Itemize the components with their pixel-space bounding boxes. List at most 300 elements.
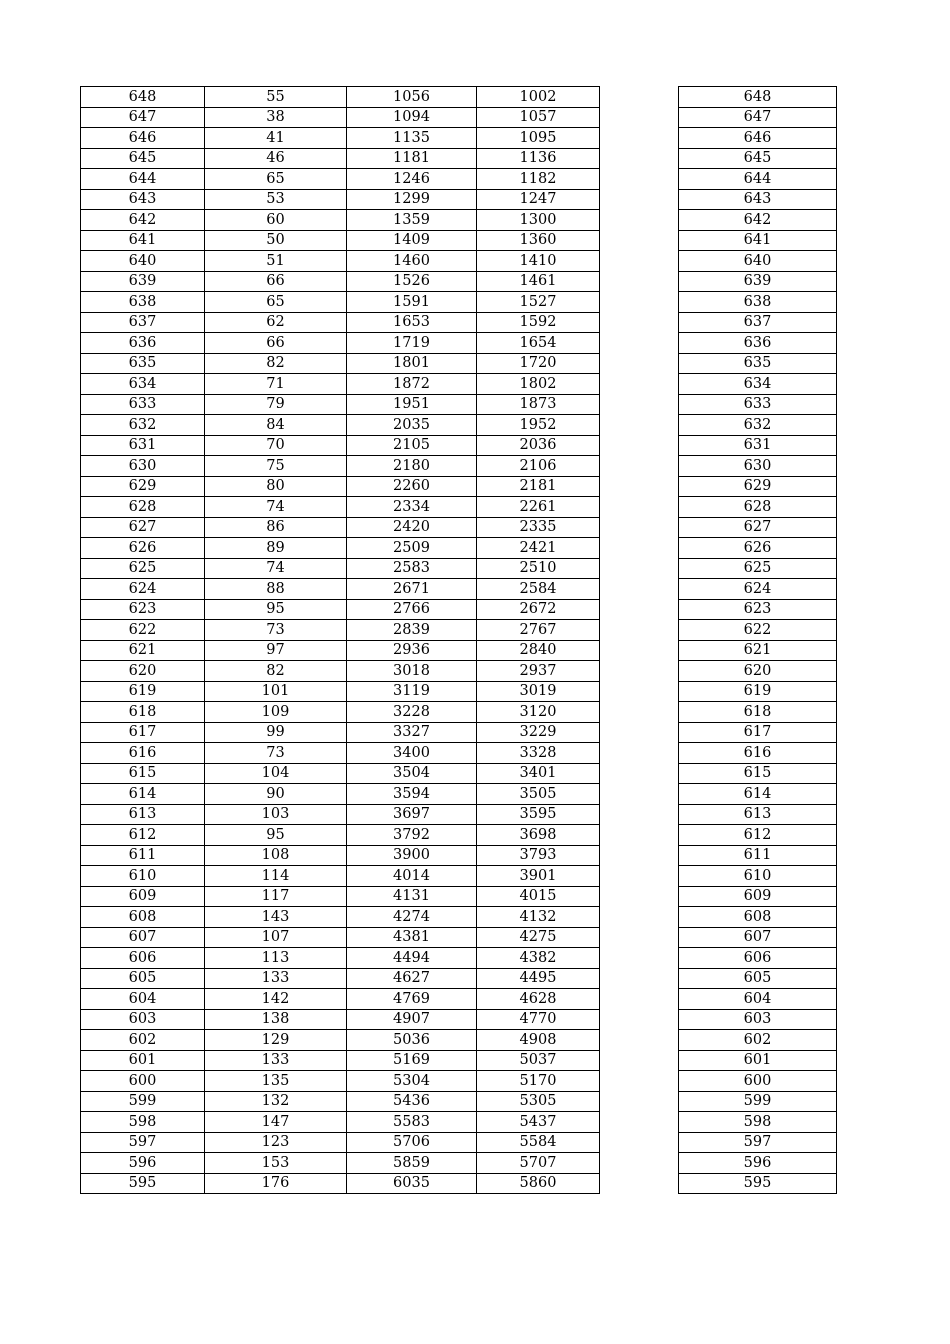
table-row (81, 1112, 600, 1133)
cumulative-cell: 2035 (347, 415, 477, 436)
score-cell: 610 (81, 866, 205, 887)
score-cell: 640 (679, 251, 837, 272)
rank-start-cell: 1360 (477, 230, 600, 251)
table-row (81, 681, 600, 702)
cumulative-cell: 5583 (347, 1112, 477, 1133)
score-cell: 625 (679, 558, 837, 579)
table-row (81, 968, 600, 989)
score-cell: 627 (679, 517, 837, 538)
count-cell: 95 (205, 599, 347, 620)
score-cell: 619 (81, 681, 205, 702)
table-row (81, 661, 600, 682)
table-row (81, 456, 600, 477)
rank-start-cell: 4382 (477, 948, 600, 969)
score-cell: 619 (679, 681, 837, 702)
rank-start-cell: 3793 (477, 845, 600, 866)
count-cell: 117 (205, 886, 347, 907)
cumulative-cell: 3119 (347, 681, 477, 702)
cumulative-cell: 3327 (347, 722, 477, 743)
score-cell: 640 (81, 251, 205, 272)
score-cell: 598 (81, 1112, 205, 1133)
table-row (679, 394, 837, 415)
rank-start-cell: 3595 (477, 804, 600, 825)
score-cell: 630 (81, 456, 205, 477)
cumulative-cell: 2105 (347, 435, 477, 456)
table-row (679, 169, 837, 190)
cumulative-cell: 5706 (347, 1132, 477, 1153)
cumulative-cell: 2671 (347, 579, 477, 600)
table-row (679, 1112, 837, 1133)
score-cell: 597 (81, 1132, 205, 1153)
table-row (81, 251, 600, 272)
rank-start-cell: 3120 (477, 702, 600, 723)
score-cell: 636 (679, 333, 837, 354)
score-cell: 622 (679, 620, 837, 641)
count-cell: 176 (205, 1173, 347, 1194)
score-cell: 617 (679, 722, 837, 743)
cumulative-cell: 2334 (347, 497, 477, 518)
score-cell: 604 (679, 989, 837, 1010)
table-row (679, 620, 837, 641)
score-cell: 607 (81, 927, 205, 948)
score-cell: 611 (679, 845, 837, 866)
score-cell: 608 (81, 907, 205, 928)
count-cell: 104 (205, 763, 347, 784)
score-cell: 612 (679, 825, 837, 846)
rank-start-cell: 3328 (477, 743, 600, 764)
rank-start-cell: 1300 (477, 210, 600, 231)
table-row (81, 579, 600, 600)
score-cell: 621 (679, 640, 837, 661)
cumulative-cell: 1719 (347, 333, 477, 354)
count-cell: 79 (205, 394, 347, 415)
score-cell: 600 (679, 1071, 837, 1092)
table-row (81, 743, 600, 764)
cumulative-cell: 2260 (347, 476, 477, 497)
count-cell: 74 (205, 497, 347, 518)
count-cell: 65 (205, 169, 347, 190)
table-row (679, 1030, 837, 1051)
count-cell: 138 (205, 1009, 347, 1030)
count-cell: 80 (205, 476, 347, 497)
score-cell: 642 (679, 210, 837, 231)
table-row (81, 907, 600, 928)
cumulative-cell: 1181 (347, 148, 477, 169)
score-cell: 633 (81, 394, 205, 415)
table-row (679, 333, 837, 354)
table-row (81, 435, 600, 456)
table-row (81, 415, 600, 436)
rank-start-cell: 1873 (477, 394, 600, 415)
score-cell: 638 (81, 292, 205, 313)
count-cell: 95 (205, 825, 347, 846)
count-cell: 135 (205, 1071, 347, 1092)
table-row (679, 312, 837, 333)
score-cell: 633 (679, 394, 837, 415)
score-cell: 600 (81, 1071, 205, 1092)
count-cell: 129 (205, 1030, 347, 1051)
table-row (81, 1153, 600, 1174)
table-row (81, 538, 600, 559)
score-cell: 596 (81, 1153, 205, 1174)
cumulative-cell: 1526 (347, 271, 477, 292)
rank-start-cell: 5305 (477, 1091, 600, 1112)
score-cell: 626 (679, 538, 837, 559)
score-cell: 617 (81, 722, 205, 743)
score-cell: 612 (81, 825, 205, 846)
count-cell: 82 (205, 353, 347, 374)
rank-start-cell: 1527 (477, 292, 600, 313)
score-cell: 601 (81, 1050, 205, 1071)
rank-start-cell: 4015 (477, 886, 600, 907)
score-cell: 622 (81, 620, 205, 641)
rank-start-cell: 5037 (477, 1050, 600, 1071)
cumulative-cell: 1653 (347, 312, 477, 333)
table-row (81, 292, 600, 313)
score-cell: 604 (81, 989, 205, 1010)
rank-start-cell: 5707 (477, 1153, 600, 1174)
table-row (81, 374, 600, 395)
count-cell: 46 (205, 148, 347, 169)
score-cell: 637 (679, 312, 837, 333)
rank-start-cell: 4908 (477, 1030, 600, 1051)
table-row (679, 538, 837, 559)
score-cell: 614 (679, 784, 837, 805)
count-cell: 73 (205, 743, 347, 764)
table-row (679, 230, 837, 251)
cumulative-cell: 4907 (347, 1009, 477, 1030)
score-cell: 647 (679, 107, 837, 128)
count-cell: 82 (205, 661, 347, 682)
table-row (81, 476, 600, 497)
count-cell: 147 (205, 1112, 347, 1133)
cumulative-cell: 1872 (347, 374, 477, 395)
table-row (81, 1050, 600, 1071)
rank-start-cell: 2510 (477, 558, 600, 579)
score-cell: 638 (679, 292, 837, 313)
table-row (81, 722, 600, 743)
table-row (81, 230, 600, 251)
score-cell: 634 (679, 374, 837, 395)
table-row (81, 169, 600, 190)
score-cell: 621 (81, 640, 205, 661)
table-row (81, 517, 600, 538)
score-cell: 646 (679, 128, 837, 149)
score-cell: 643 (679, 189, 837, 210)
score-cell: 644 (679, 169, 837, 190)
score-cell: 596 (679, 1153, 837, 1174)
table-row (679, 353, 837, 374)
score-reference-table (678, 86, 837, 1194)
rank-start-cell: 3698 (477, 825, 600, 846)
cumulative-cell: 5859 (347, 1153, 477, 1174)
table-row (679, 661, 837, 682)
score-cell: 597 (679, 1132, 837, 1153)
table-row (81, 784, 600, 805)
score-cell: 602 (81, 1030, 205, 1051)
table-row (679, 948, 837, 969)
rank-start-cell: 3901 (477, 866, 600, 887)
cumulative-cell: 4274 (347, 907, 477, 928)
table-row (81, 804, 600, 825)
table-row (679, 1050, 837, 1071)
count-cell: 41 (205, 128, 347, 149)
score-cell: 631 (81, 435, 205, 456)
table-row (81, 845, 600, 866)
score-cell: 637 (81, 312, 205, 333)
score-cell: 625 (81, 558, 205, 579)
cumulative-cell: 4769 (347, 989, 477, 1010)
cumulative-cell: 2180 (347, 456, 477, 477)
rank-start-cell: 5437 (477, 1112, 600, 1133)
score-cell: 628 (81, 497, 205, 518)
cumulative-cell: 3504 (347, 763, 477, 784)
table-row (81, 353, 600, 374)
rank-start-cell: 2767 (477, 620, 600, 641)
table-row (679, 804, 837, 825)
cumulative-cell: 3400 (347, 743, 477, 764)
cumulative-cell: 1951 (347, 394, 477, 415)
table-row (679, 128, 837, 149)
table-row (81, 640, 600, 661)
rank-start-cell: 2181 (477, 476, 600, 497)
score-cell: 645 (679, 148, 837, 169)
count-cell: 113 (205, 948, 347, 969)
cumulative-cell: 3900 (347, 845, 477, 866)
table-row (81, 148, 600, 169)
count-cell: 88 (205, 579, 347, 600)
table-row (679, 1091, 837, 1112)
table-row (679, 989, 837, 1010)
count-cell: 50 (205, 230, 347, 251)
count-cell: 109 (205, 702, 347, 723)
score-cell: 603 (679, 1009, 837, 1030)
rank-start-cell: 2421 (477, 538, 600, 559)
score-cell: 607 (679, 927, 837, 948)
rank-start-cell: 5170 (477, 1071, 600, 1092)
cumulative-cell: 4131 (347, 886, 477, 907)
count-cell: 114 (205, 866, 347, 887)
table-row (679, 251, 837, 272)
rank-start-cell: 1461 (477, 271, 600, 292)
table-row (81, 271, 600, 292)
table-row (81, 497, 600, 518)
score-cell: 641 (81, 230, 205, 251)
count-cell: 75 (205, 456, 347, 477)
table-row (81, 210, 600, 231)
table-row (81, 1173, 600, 1194)
table-row (81, 948, 600, 969)
count-cell: 90 (205, 784, 347, 805)
score-cell: 601 (679, 1050, 837, 1071)
table-row (679, 599, 837, 620)
table-row (679, 907, 837, 928)
count-cell: 86 (205, 517, 347, 538)
score-cell: 618 (679, 702, 837, 723)
table-row (81, 825, 600, 846)
rank-start-cell: 2584 (477, 579, 600, 600)
table-row (679, 1173, 837, 1194)
rank-start-cell: 2937 (477, 661, 600, 682)
count-cell: 55 (205, 87, 347, 108)
count-cell: 89 (205, 538, 347, 559)
score-cell: 595 (679, 1173, 837, 1194)
score-distribution-table (80, 86, 600, 1194)
score-cell: 605 (679, 968, 837, 989)
score-cell: 636 (81, 333, 205, 354)
count-cell: 51 (205, 251, 347, 272)
count-cell: 71 (205, 374, 347, 395)
rank-start-cell: 3401 (477, 763, 600, 784)
count-cell: 153 (205, 1153, 347, 1174)
rank-start-cell: 1654 (477, 333, 600, 354)
table-row (81, 558, 600, 579)
count-cell: 53 (205, 189, 347, 210)
cumulative-cell: 4494 (347, 948, 477, 969)
table-row (679, 292, 837, 313)
rank-start-cell: 4275 (477, 927, 600, 948)
rank-start-cell: 4770 (477, 1009, 600, 1030)
cumulative-cell: 1460 (347, 251, 477, 272)
table-row (679, 968, 837, 989)
cumulative-cell: 1591 (347, 292, 477, 313)
score-cell: 641 (679, 230, 837, 251)
table-row (81, 927, 600, 948)
score-cell: 624 (679, 579, 837, 600)
rank-start-cell: 5584 (477, 1132, 600, 1153)
table-row (679, 1132, 837, 1153)
rank-start-cell: 2036 (477, 435, 600, 456)
count-cell: 143 (205, 907, 347, 928)
rank-start-cell: 1592 (477, 312, 600, 333)
rank-start-cell: 2672 (477, 599, 600, 620)
score-cell: 639 (679, 271, 837, 292)
cumulative-cell: 5304 (347, 1071, 477, 1092)
score-cell: 606 (679, 948, 837, 969)
rank-start-cell: 3019 (477, 681, 600, 702)
cumulative-cell: 1135 (347, 128, 477, 149)
rank-start-cell: 1410 (477, 251, 600, 272)
count-cell: 103 (205, 804, 347, 825)
rank-start-cell: 1095 (477, 128, 600, 149)
score-cell: 620 (81, 661, 205, 682)
score-cell: 635 (81, 353, 205, 374)
table-row (679, 497, 837, 518)
score-cell: 611 (81, 845, 205, 866)
table-row (679, 743, 837, 764)
score-cell: 616 (81, 743, 205, 764)
rank-start-cell: 1136 (477, 148, 600, 169)
rank-start-cell: 2840 (477, 640, 600, 661)
count-cell: 142 (205, 989, 347, 1010)
score-cell: 634 (81, 374, 205, 395)
score-cell: 632 (679, 415, 837, 436)
score-cell: 624 (81, 579, 205, 600)
table-row (679, 640, 837, 661)
cumulative-cell: 2420 (347, 517, 477, 538)
table-row (679, 579, 837, 600)
cumulative-cell: 3697 (347, 804, 477, 825)
score-cell: 615 (81, 763, 205, 784)
count-cell: 70 (205, 435, 347, 456)
count-cell: 99 (205, 722, 347, 743)
table-row (679, 702, 837, 723)
table-row (81, 866, 600, 887)
table-row (679, 148, 837, 169)
cumulative-cell: 1409 (347, 230, 477, 251)
score-cell: 610 (679, 866, 837, 887)
score-cell: 626 (81, 538, 205, 559)
score-cell: 595 (81, 1173, 205, 1194)
table-row (81, 128, 600, 149)
score-cell: 605 (81, 968, 205, 989)
count-cell: 133 (205, 968, 347, 989)
table-row (679, 558, 837, 579)
cumulative-cell: 5036 (347, 1030, 477, 1051)
rank-start-cell: 1720 (477, 353, 600, 374)
table-row (81, 1071, 600, 1092)
count-cell: 97 (205, 640, 347, 661)
score-cell: 614 (81, 784, 205, 805)
score-cell: 648 (81, 87, 205, 108)
score-cell: 618 (81, 702, 205, 723)
score-cell: 630 (679, 456, 837, 477)
cumulative-cell: 2766 (347, 599, 477, 620)
cumulative-cell: 3228 (347, 702, 477, 723)
table-row (679, 784, 837, 805)
table-row (679, 415, 837, 436)
table-row (81, 599, 600, 620)
score-cell: 613 (81, 804, 205, 825)
count-cell: 66 (205, 271, 347, 292)
table-row (679, 763, 837, 784)
count-cell: 108 (205, 845, 347, 866)
rank-start-cell: 4495 (477, 968, 600, 989)
score-cell: 648 (679, 87, 837, 108)
score-cell: 603 (81, 1009, 205, 1030)
rank-start-cell: 2335 (477, 517, 600, 538)
count-cell: 65 (205, 292, 347, 313)
score-cell: 620 (679, 661, 837, 682)
table-row (679, 87, 837, 108)
cumulative-cell: 1056 (347, 87, 477, 108)
score-cell: 613 (679, 804, 837, 825)
cumulative-cell: 2583 (347, 558, 477, 579)
rank-start-cell: 1802 (477, 374, 600, 395)
table-row (679, 210, 837, 231)
table-row (679, 1071, 837, 1092)
cumulative-cell: 1359 (347, 210, 477, 231)
rank-start-cell: 1247 (477, 189, 600, 210)
table-row (81, 886, 600, 907)
score-cell: 608 (679, 907, 837, 928)
count-cell: 132 (205, 1091, 347, 1112)
count-cell: 123 (205, 1132, 347, 1153)
table-row (81, 189, 600, 210)
cumulative-cell: 3018 (347, 661, 477, 682)
cumulative-cell: 1246 (347, 169, 477, 190)
rank-start-cell: 3505 (477, 784, 600, 805)
table-row (679, 681, 837, 702)
table-row (81, 333, 600, 354)
table-row (679, 927, 837, 948)
score-cell: 629 (679, 476, 837, 497)
score-cell: 631 (679, 435, 837, 456)
rank-start-cell: 1057 (477, 107, 600, 128)
count-cell: 62 (205, 312, 347, 333)
table-row (81, 1091, 600, 1112)
count-cell: 66 (205, 333, 347, 354)
